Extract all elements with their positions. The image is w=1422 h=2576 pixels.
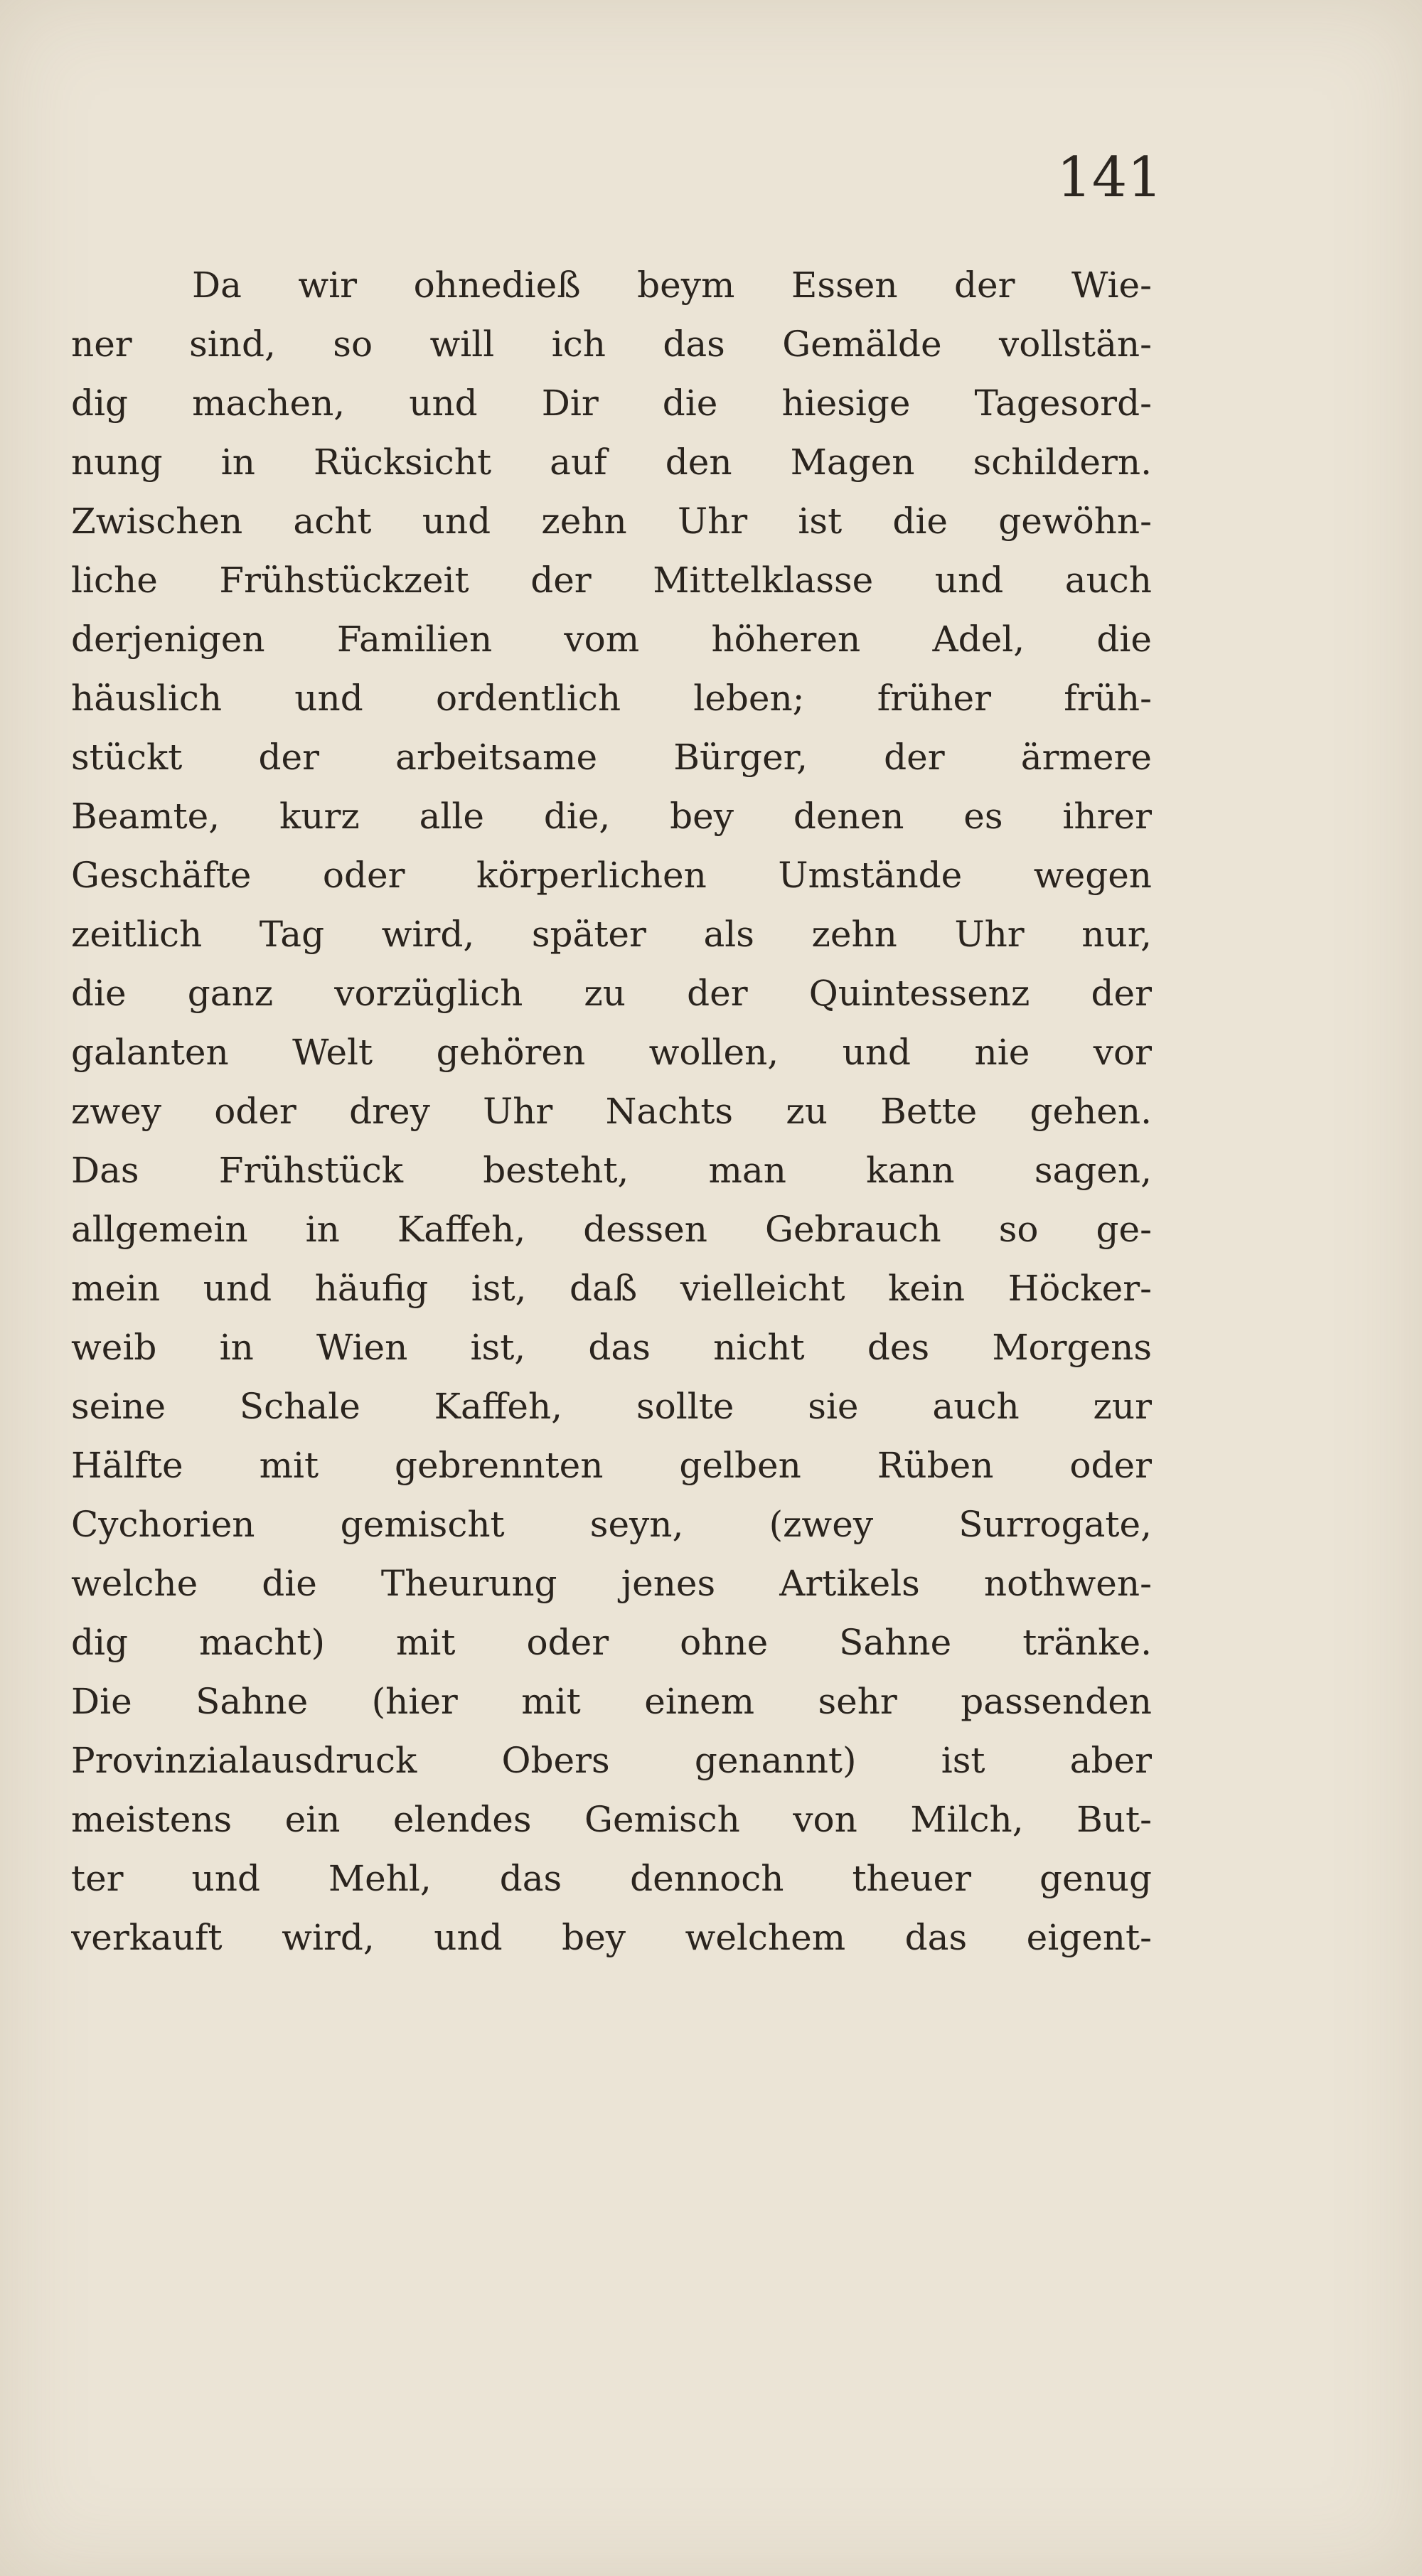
text-line: meistens ein elendes Gemisch von Milch, But- bbox=[71, 1799, 1152, 1840]
body-text bbox=[71, 256, 1152, 1967]
text-line: ner sind, so will ich das Gemälde vollstän- bbox=[71, 324, 1152, 365]
text-line: liche Frühstückzeit der Mittelklasse und auch bbox=[71, 560, 1152, 601]
text-line: die ganz vorzüglich zu der Quintessenz der bbox=[71, 973, 1152, 1014]
text-line: Cychorien gemischt seyn, (zwey Surrogate, bbox=[71, 1504, 1152, 1545]
text-line: Provinzialausdruck Obers genannt) ist aber bbox=[71, 1740, 1152, 1781]
text-line: Zwischen acht und zehn Uhr ist die gewöhn- bbox=[71, 501, 1152, 542]
text-line: allgemein in Kaffeh, dessen Gebrauch so ge- bbox=[71, 1209, 1152, 1250]
text-line: Die Sahne (hier mit einem sehr passenden bbox=[71, 1681, 1152, 1722]
text-line: häuslich und ordentlich leben; früher früh- bbox=[71, 678, 1152, 719]
text-line: welche die Theurung jenes Artikels nothwen- bbox=[71, 1563, 1152, 1604]
text-line: stückt der arbeitsame Bürger, der ärmere bbox=[71, 737, 1152, 778]
text-line: zwey oder drey Uhr Nachts zu Bette gehen. bbox=[71, 1091, 1152, 1132]
text-line: dig machen, und Dir die hiesige Tagesord- bbox=[71, 383, 1152, 424]
text-line: derjenigen Familien vom höheren Adel, die bbox=[71, 619, 1152, 660]
text-line: nung in Rücksicht auf den Magen schildern. bbox=[71, 442, 1152, 483]
text-line: zeitlich Tag wird, später als zehn Uhr nur, bbox=[71, 914, 1152, 955]
text-line: weib in Wien ist, das nicht des Morgens bbox=[71, 1327, 1152, 1368]
page-number: 141 bbox=[1057, 146, 1162, 210]
text-line: seine Schale Kaffeh, sollte sie auch zur bbox=[71, 1386, 1152, 1427]
text-line: Geschäfte oder körperlichen Umstände wegen bbox=[71, 855, 1152, 896]
text-line: ter und Mehl, das dennoch theuer genug bbox=[71, 1858, 1152, 1899]
text-line: Hälfte mit gebrennten gelben Rüben oder bbox=[71, 1445, 1152, 1486]
text-line: dig macht) mit oder ohne Sahne tränke. bbox=[71, 1622, 1152, 1663]
text-line: Das Frühstück besteht, man kann sagen, bbox=[71, 1150, 1152, 1191]
text-line: Beamte, kurz alle die, bey denen es ihrer bbox=[71, 796, 1152, 837]
text-line: verkauft wird, und bey welchem das eigent- bbox=[71, 1917, 1152, 1958]
text-line: galanten Welt gehören wollen, und nie vor bbox=[71, 1032, 1152, 1073]
text-line: mein und häufig ist, daß vielleicht kein Höcker- bbox=[71, 1268, 1152, 1309]
text-line: Da wir ohnedieß beym Essen der Wie- bbox=[192, 264, 1152, 306]
